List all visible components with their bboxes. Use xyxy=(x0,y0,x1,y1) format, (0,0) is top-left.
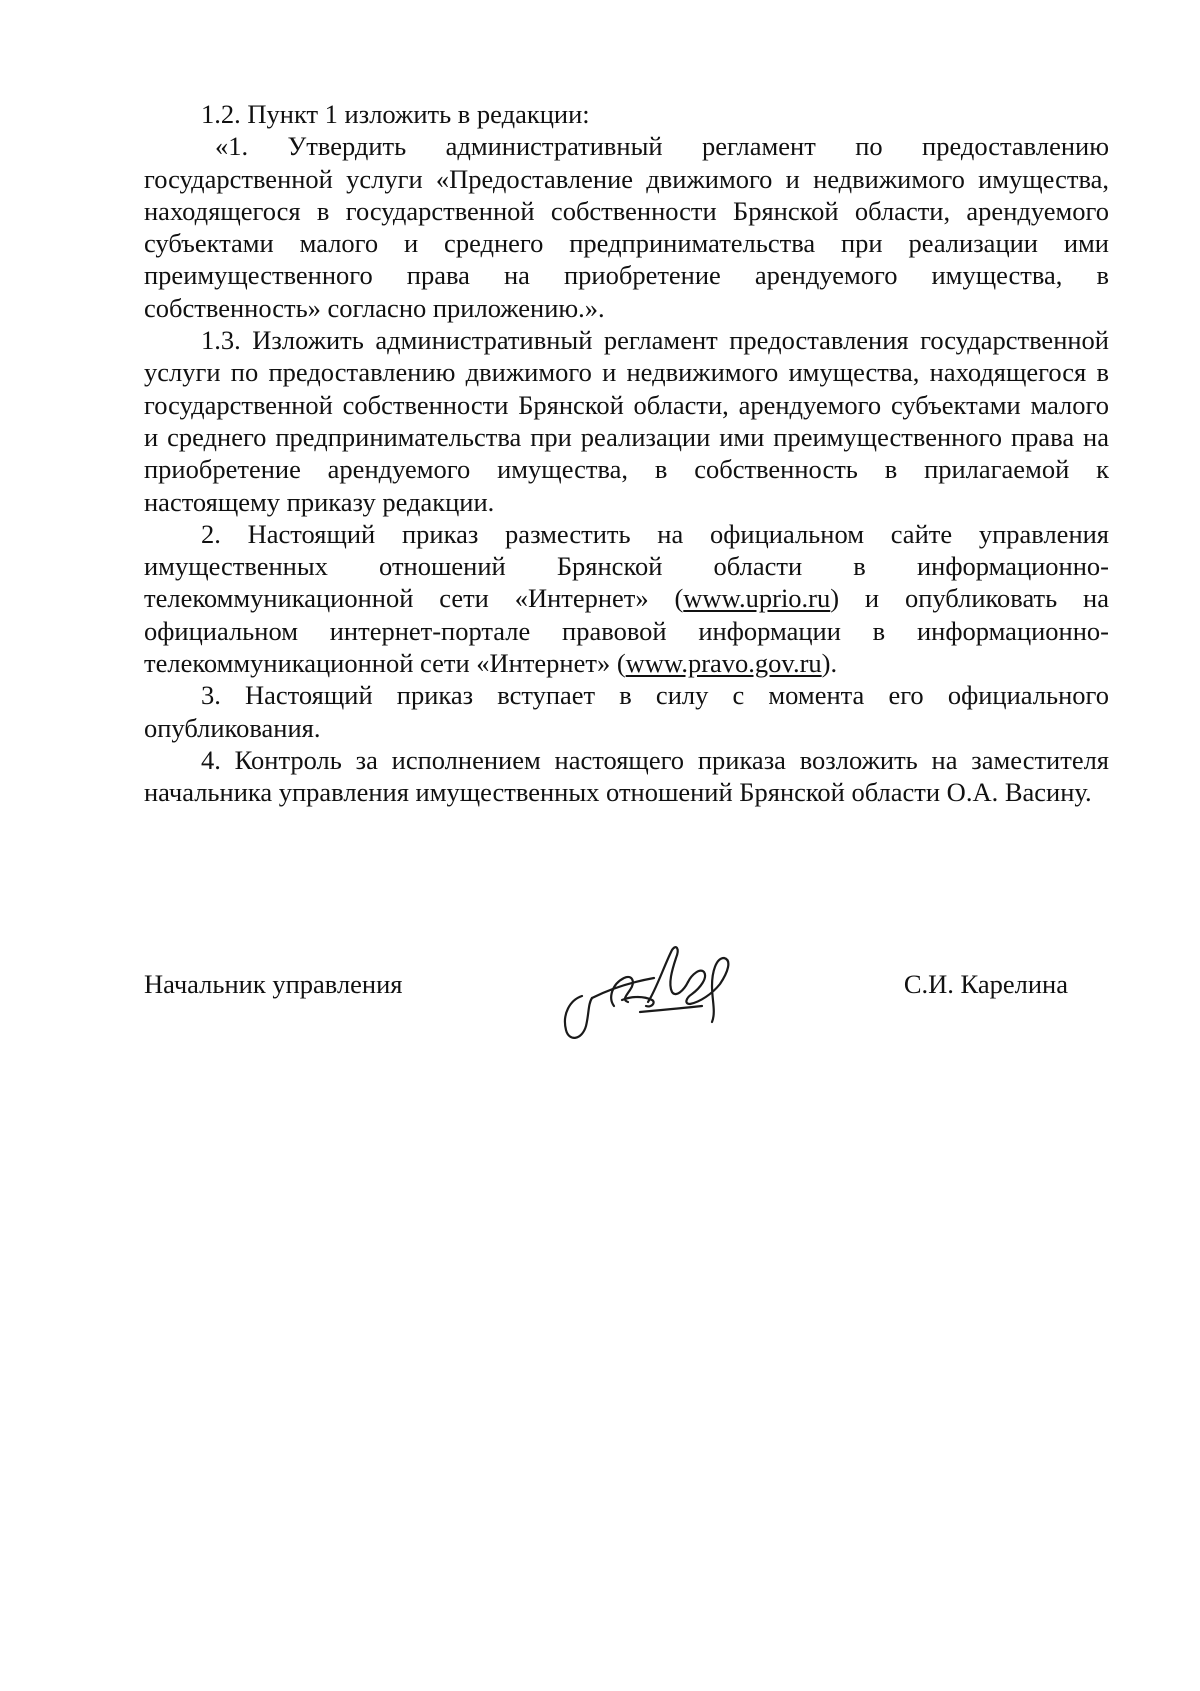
paragraph-2-text-a: 2. Настоящий приказ разместить на официальном сайте управления имущественных отношений Брянской области в информационно-телекоммуникационной сети «Интернет» ( xyxy=(144,518,1109,614)
signatory-name: С.И. Карелина xyxy=(903,969,1068,999)
paragraph-quoted-item-1: «1. Утвердить административный регламент по предоставлению государственной услуги «Предоставление движимого и недвижимого имущества, находящегося в государственной собственности Брянской области, арендуемого субъектами малого и среднего предпринимательства при реализации ими преимущественного права на приобретение арендуемого имущества, в собственность» согласно приложению.». xyxy=(144,131,1109,323)
signature-block xyxy=(144,968,1109,1088)
paragraph-2-text-b: ) и опубликовать на официальном интернет-портале правовой информации в информационно-телекоммуникационной сети «Интернет» ( xyxy=(144,583,1109,679)
paragraph-4: 4. Контроль за исполнением настоящего приказа возложить на заместителя начальника управления имущественных отношений Брянской области О.А. Васину. xyxy=(144,744,1109,808)
handwritten-signature xyxy=(552,938,752,1048)
paragraph-1-2: 1.2. Пункт 1 изложить в редакции: xyxy=(201,99,590,129)
signatory-title: Начальник управления xyxy=(144,969,403,999)
paragraph-1-3: 1.3. Изложить административный регламент предоставления государственной услуги по предоставлению движимого и недвижимого имущества, находящегося в государственной собственности Брянской области, арендуемого субъектами малого и среднего предпринимательства при реализации ими преимущественного права на приобретение арендуемого имущества, в собственность в прилагаемой к настоящему приказу редакции. xyxy=(144,325,1109,517)
link-pravo[interactable]: www.pravo.gov.ru xyxy=(625,648,822,679)
link-uprio[interactable]: www.uprio.ru xyxy=(683,583,831,614)
paragraph-3: 3. Настоящий приказ вступает в силу с момента его официального опубликования. xyxy=(144,680,1109,743)
document-body xyxy=(144,98,1109,809)
paragraph-2 xyxy=(144,518,1109,679)
paragraph-2-text-c: ). xyxy=(821,648,838,679)
